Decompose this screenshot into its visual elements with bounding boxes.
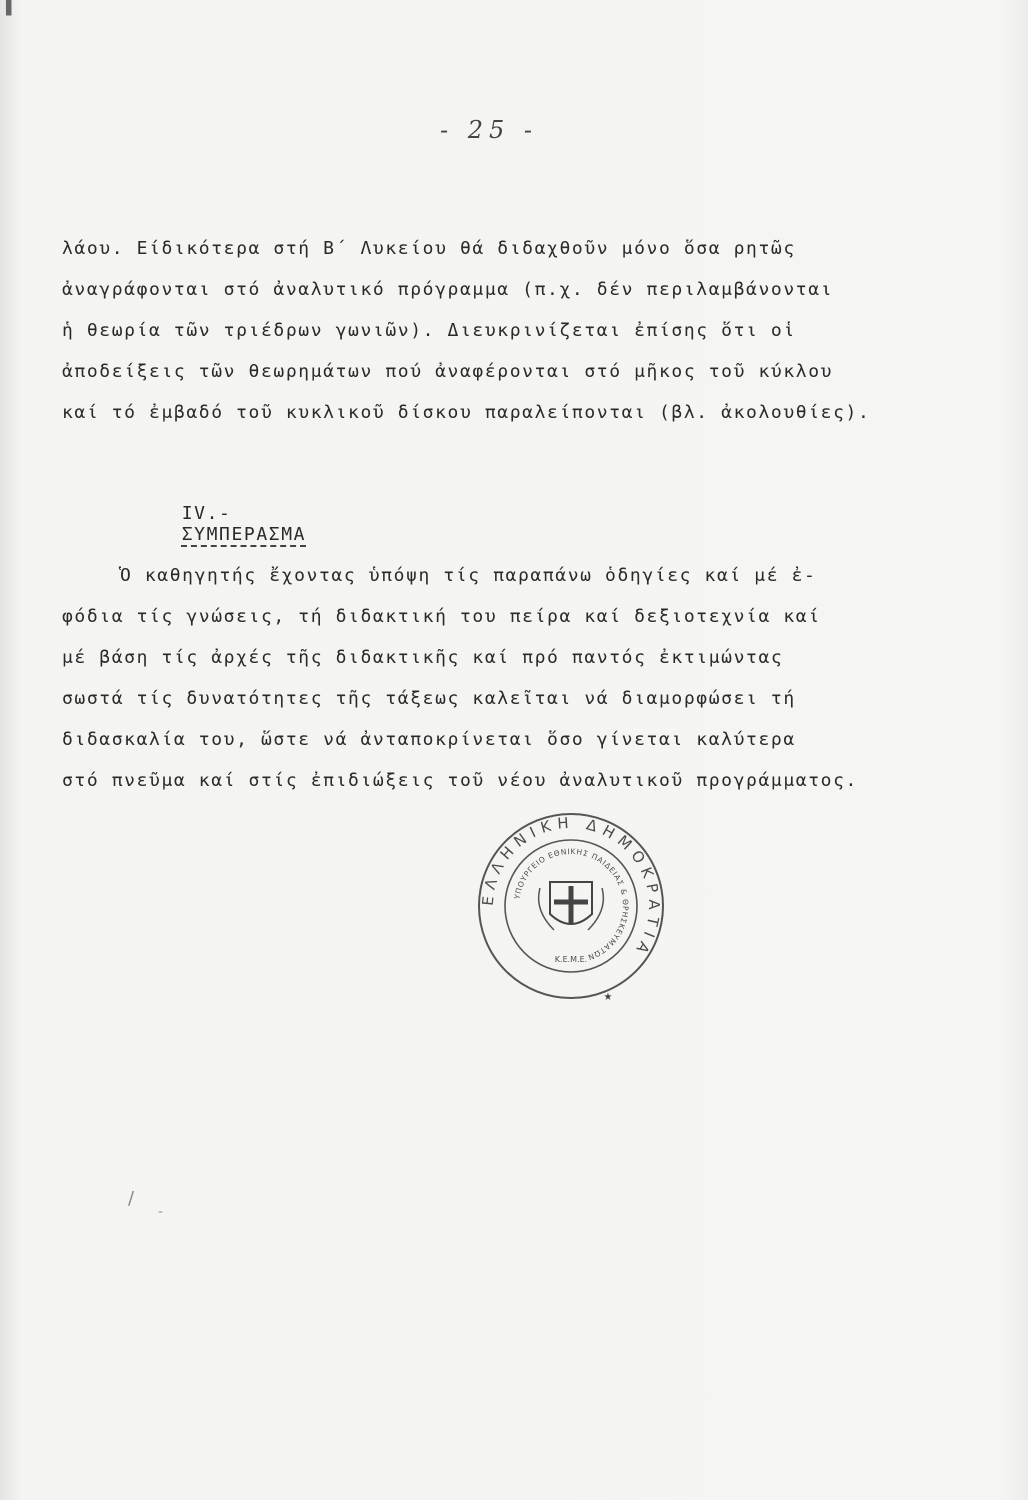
section-title: ΣΥΜΠΕΡΑΣΜΑ [181, 524, 307, 545]
paragraph-continuation [62, 228, 992, 433]
section-heading [132, 482, 306, 566]
text-line: Ὁ καθηγητής ἔχοντας ὑπόψη τίς παραπάνω ὁδηγίες καί μέ ἐ- [120, 565, 817, 586]
text-line: διδασκαλία του, ὥστε νά ἀνταποκρίνεται ὅσο γίνεται καλύτερα [62, 729, 796, 750]
text-line: μέ βάση τίς ἀρχές τῆς διδακτικῆς καί πρό παντός ἐκτιμώντας [62, 647, 784, 668]
star-icon: ★ [603, 988, 613, 1004]
text-line: φόδια τίς γνώσεις, τή διδακτική του πείρα καί δεξιοτεχνία καί [62, 606, 821, 627]
scan-mark: / [128, 1188, 135, 1209]
text-line: στό πνεῦμα καί στίς ἐπιδιώξεις τοῦ νέου ἀναλυτικοῦ προγράμματος. [62, 770, 858, 791]
section-number: IV.- [181, 503, 232, 524]
text-line: ἀναγράφονται στό ἀναλυτικό πρόγραμμα (π.χ. δέν περιλαμβάνονται [62, 279, 834, 300]
official-stamp [478, 806, 664, 1006]
scan-mark: ▌ [6, 0, 17, 16]
paragraph-conclusion [62, 555, 992, 801]
stamp-outer-text: ΕΛΛΗΝΙΚΗ ΔΗΜΟΚΡΑΤΙΑ [478, 813, 664, 962]
stamp-inner-text: ΥΠΟΥΡΓΕΙΟ ΕΘΝΙΚΗΣ ΠΑΙΔΕΙΑΣ & ΘΡΗΣΚΕΥΜΑΤΩΝ [512, 846, 631, 963]
text-line: ἡ θεωρία τῶν τριέδρων γωνιῶν). Διευκρινίζεται ἐπίσης ὅτι οἱ [62, 320, 796, 341]
scan-mark: - [158, 1204, 164, 1220]
text-line: σωστά τίς δυνατότητες τῆς τάξεως καλεῖται νά διαμορφώσει τή [62, 688, 796, 709]
page-number: - 25 - [440, 116, 539, 144]
coat-of-arms-icon [539, 882, 604, 930]
text-line: λάου. Είδικότερα στή Β΄ Λυκείου θά διδαχθοῦν μόνο ὅσα ρητῶς [62, 238, 796, 259]
text-line: ἀποδείξεις τῶν θεωρημάτων πού ἀναφέρονται στό μῆκος τοῦ κύκλου [62, 361, 834, 382]
text-line: καί τό ἐμβαδό τοῦ κυκλικοῦ δίσκου παραλείπονται (βλ. ἀκολουθίες). [62, 402, 871, 423]
stamp-bottom-text: Κ.Ε.Μ.Ε. [554, 955, 588, 964]
